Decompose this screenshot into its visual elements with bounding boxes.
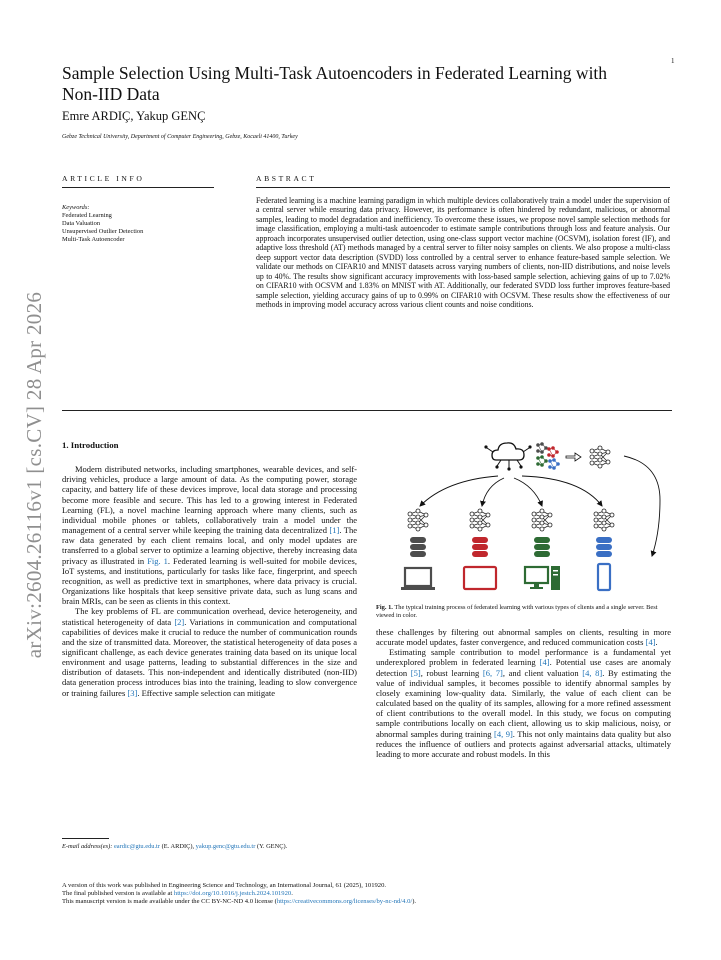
citation-link[interactable]: [2] (174, 616, 185, 627)
paper-title (62, 63, 672, 105)
footnote-name-1: (E. ARDIÇ), (161, 843, 195, 850)
federated-learning-figure (376, 440, 671, 598)
keywords-heading: Keywords: (62, 204, 90, 211)
paragraph-text: . (655, 637, 658, 648)
global-model-icon (590, 446, 610, 468)
local-models-cluster-icon (537, 443, 560, 470)
database-icon (410, 537, 426, 557)
keyword-item: Data Valuation (62, 219, 101, 227)
paragraph-text: Modern distributed networks, including smartphones, wearable devices, and self-driving vehicles, produce a large amount of data. As the computing power, storage capacity, and battery life of these devices improve, local data storage and processing become more feasible and secure. This has led to a growing interest in Federated Learning (FL), a novel machine learning approach where many clients, such as individual mobile phones or tablets, collaboratively train a model under the management of a central server while keeping the training data decentralized (62, 464, 357, 536)
paragraph-text: . Variations in communication and computational capabilities of devices make it crucial to reduce the number of communication rounds and the size of transmitted data. Moreover, the statistical heterogeneity of data poses a significant challenge, as each device generates training data based on its unique local environment and usage patterns, leading to substantial differences in the size and distribution of datasets. This non-independent and identically distributed (non-IID) data generation process introduces bias into the training, leading to slow convergence or training failures (62, 616, 357, 698)
figure-label: Fig. 1. (376, 604, 393, 611)
abstract-text: Federated learning is a machine learning paradigm in which multiple devices collaboratively train a model under the supervision of a central server while ensuring data privacy. However, its performance is often hindered by redundant, malicious, or abnormal samples, leading to model degradation and inefficiency. To overcome these issues, we propose novel sample selection methods for image classification, employing a multi-task autoencoder to estimate sample contributions through loss and feature analysis. Our approach incorporates unsupervised outlier detection, using one-class support vector machine (OCSVM), isolation forest (IF), and adaptive loss threshold (AT) methods managed by a central server to filter noisy samples on clients. We also propose a multi-class deep support vector data description (SVDD) loss controlled by a central server to enhance feature-based sample selection. We validate our methods on CIFAR10 and MNIST datasets across varying numbers of clients, non-IID distributions, and noise levels up to 40%. The results show significant accuracy improvements with loss-based sample selection, achieving gains of up to 7.02% on CIFAR10 with OCSVM and 1.83% on MNIST with AT. Additionally, our federated SVDD loss further improves feature-based sample selection, yielding accuracy gains of up to 0.99% on CIFAR10 with OCSVM. These results show the effectiveness of our methods in improving model accuracy across various client counts and noise conditions. (256, 196, 670, 309)
citation-link[interactable]: [4] (539, 657, 550, 668)
citation-link[interactable]: Fig. 1 (147, 555, 168, 566)
publication-note-1: A version of this work was published in Engineering Science and Technology, an International Journal, 61 (2025), 101920. (62, 882, 387, 889)
paragraph-text: , and client valuation (502, 667, 583, 678)
doi-prefix: The final published version is available at (62, 890, 174, 898)
tablet-icon (464, 567, 496, 589)
keyword-item: Unsupervised Outlier Detection (62, 227, 144, 235)
desktop-icon (525, 566, 560, 590)
paragraph-text: . By estimating the value of individual samples, it becomes possible to identify abnormal samples by closely examining low-quality data. Similarly, the value of each client can be calculated based on the quality of its samples, allowing for a more refined assessment of client contributions to the overall model. In this study, we focus on computing sample contributions locally on each client, allowing us to skip malicious, noisy, or abnormal samples during training (376, 667, 671, 739)
publication-note-3 (62, 898, 672, 906)
citation-link[interactable]: [1] (329, 525, 340, 536)
client-models (408, 509, 614, 531)
doi-suffix: . (291, 890, 293, 898)
page-number: 1 (671, 57, 675, 65)
keyword-item: Multi-Task Autoencoder (62, 235, 125, 243)
article-info-rule (62, 187, 214, 188)
footnote-rule (62, 838, 109, 839)
aggregation-arrow-icon (566, 453, 581, 461)
section-heading-introduction: 1. Introduction (62, 440, 119, 450)
phone-icon (598, 564, 610, 590)
email-link-genc[interactable]: yakup.genc@gtu.edu.tr (195, 843, 256, 850)
client-model-icon (594, 509, 614, 531)
server-cloud-icon (484, 443, 531, 471)
database-icon (534, 537, 550, 557)
client-model-icon (470, 509, 490, 531)
publication-notes (62, 882, 672, 907)
license-prefix: This manuscript version is made available under the CC BY-NC-ND 4.0 license ( (62, 898, 277, 906)
author-list: Emre ARDIÇ, Yakup GENÇ (62, 109, 206, 123)
article-info-label: ARTICLE INFO (62, 174, 145, 183)
right-column (376, 627, 671, 759)
paragraph-text: , robust learning (420, 667, 483, 678)
abstract-bottom-rule (62, 410, 672, 411)
paragraph-text: . Effective sample selection can mitigate (137, 687, 275, 698)
email-link-ardic[interactable]: eardic@gtu.edu.tr (113, 843, 160, 850)
title-line-2: Non-IID Data (62, 84, 160, 104)
citation-link[interactable]: [6, 7] (482, 667, 503, 678)
left-column (62, 440, 357, 698)
title-line-1: Sample Selection Using Multi-Task Autoencoders in Federated Learning with (62, 63, 608, 83)
intro-paragraph-1 (62, 464, 357, 606)
client-databases (410, 537, 612, 557)
figure-caption (376, 604, 671, 620)
database-icon (472, 537, 488, 557)
abstract-rule (256, 187, 670, 188)
intro-paragraph-2 (62, 606, 357, 697)
citation-link[interactable]: [5] (410, 667, 421, 678)
paragraph-text: . The raw data generated by each client remains local, and only model updates are transferred to a global server to optimize a learning objective, thereby increasing data privacy as illustrated in (62, 525, 358, 566)
abstract-label: ABSTRACT (256, 174, 317, 183)
intro-paragraph-4 (376, 647, 671, 759)
intro-paragraph-3 (376, 627, 671, 647)
database-icon (596, 537, 612, 557)
paragraph-text: . This not only maintains data quality but also reduces the influence of outliers and protects against adversarial attacks, ultimately leading to more accurate and robust models. In this (376, 728, 671, 759)
keyword-item: Federated Learning (62, 211, 112, 219)
client-devices (401, 564, 610, 590)
citation-link[interactable]: [4, 9] (494, 728, 513, 739)
paragraph-text: . Federated learning is well-suited for mobile devices, IoT systems, and institutions, particularly for tasks like face, fingerprint, and speech recognition, as well as predictive text in smartphones, where data privacy is crucial. Organizations like hospitals that keep sensitive private data, such as lung scans and brain MRIs, can be seen as clients in this context. (62, 555, 357, 607)
figure-caption-text: The typical training process of federated learning with various types of clients and a single server. Best viewed in color. (376, 604, 658, 619)
affiliation: Gebze Technical University, Department of Computer Engineering, Gebze, Kocaeli 41400, Turkey (62, 134, 298, 140)
client-model-icon (532, 509, 552, 531)
citation-link[interactable]: [4] (645, 637, 656, 648)
keywords-block (62, 204, 212, 244)
doi-link[interactable]: https://doi.org/10.1016/j.jestch.2024.101920 (173, 890, 292, 898)
citation-link[interactable]: [4, 8] (582, 667, 603, 678)
paragraph-text: . Potential use cases are anomaly detection (376, 657, 671, 678)
paragraph-text: Estimating sample contribution to model performance is a fundamental yet underexplored problem in federated learning (376, 647, 671, 668)
license-link[interactable]: https://creativecommons.org/licenses/by-nc-nd/4.0/ (276, 898, 413, 906)
footnote-emails (62, 843, 357, 851)
citation-link[interactable]: [3] (127, 687, 138, 698)
footnote-label: E-mail address(es): (62, 843, 113, 850)
client-model-icon (408, 509, 428, 531)
paragraph-text: The key problems of FL are communication overhead, device heterogeneity, and statistical heterogeneity of data (62, 606, 357, 627)
footnote-name-2: (Y. GENÇ). (256, 843, 288, 850)
paragraph-text: these challenges by filtering out abnormal samples on clients, resulting in more accurate model updates, faster convergence, and reduced communication costs (376, 627, 671, 648)
laptop-icon (401, 568, 435, 590)
arxiv-identifier-stamp[interactable]: arXiv:2604.26116v1 [cs.CV] 28 Apr 2026 (22, 291, 46, 659)
publication-note-2 (62, 890, 672, 898)
license-suffix: ). (412, 898, 417, 906)
